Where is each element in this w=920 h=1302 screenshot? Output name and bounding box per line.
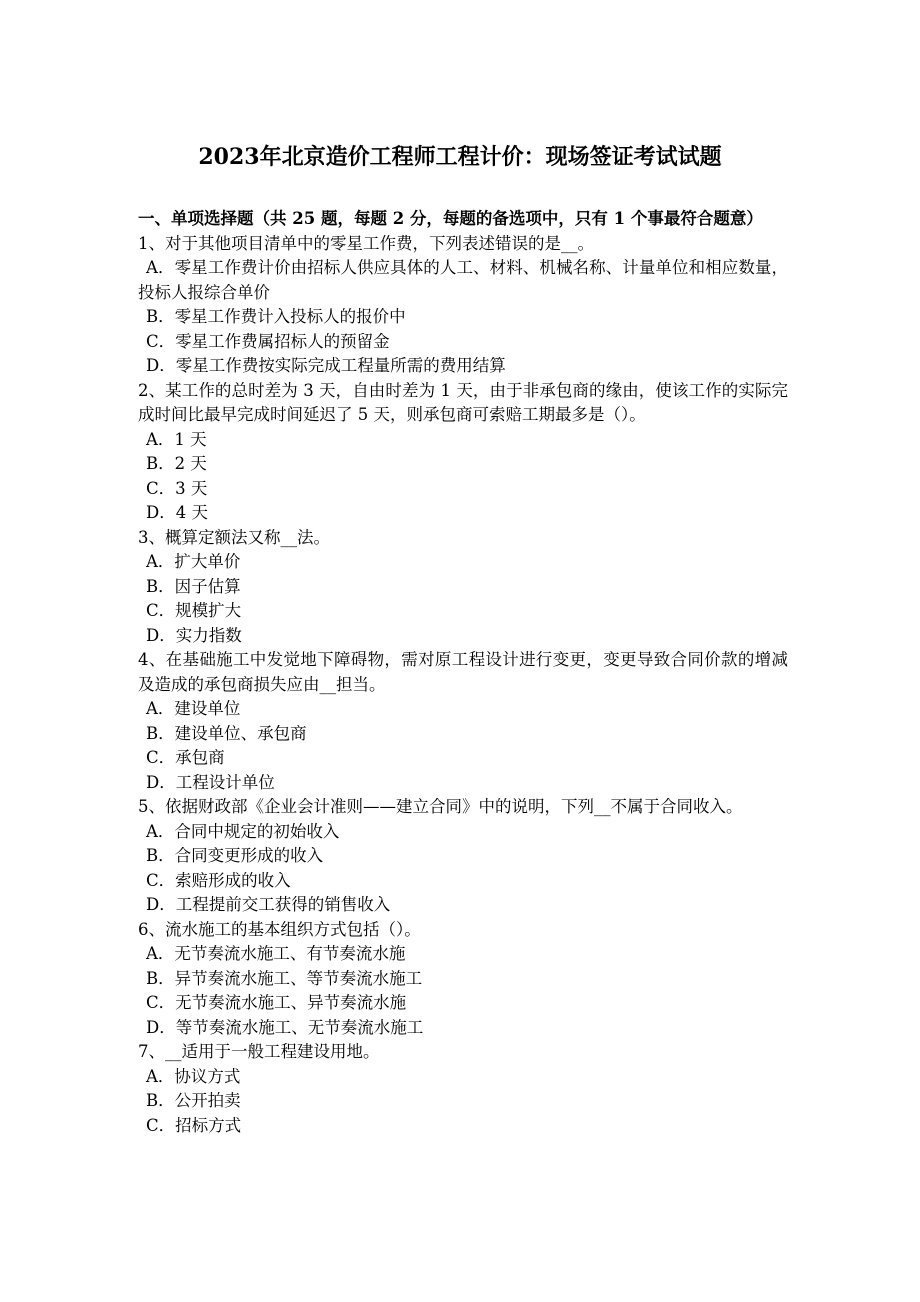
question-4 bbox=[138, 648, 788, 795]
option-a: A．建设单位 bbox=[146, 699, 241, 718]
option-a: A．合同中规定的初始收入 bbox=[146, 821, 340, 841]
option-c: C．规模扩大 bbox=[146, 601, 242, 620]
option-b: B．2 天 bbox=[146, 454, 207, 473]
question-stem: 7、__适用于一般工程建设用地。 bbox=[138, 1042, 380, 1061]
question-stem: 6、流水施工的基本组织方式包括（）。 bbox=[138, 919, 421, 939]
option-c: C．承包商 bbox=[146, 748, 225, 767]
option-d: D．等节奏流水施工、无节奏流水施工 bbox=[146, 1017, 424, 1037]
option-d: D．4 天 bbox=[146, 503, 208, 522]
option-b: B．公开拍卖 bbox=[146, 1091, 241, 1110]
question-3 bbox=[138, 526, 788, 649]
page-title: 2023年北京造价工程师工程计价：现场签证考试试题 bbox=[198, 144, 722, 170]
option-a: A．1 天 bbox=[146, 429, 207, 449]
question-1 bbox=[138, 232, 788, 379]
question-2 bbox=[138, 379, 788, 526]
option-a: A．协议方式 bbox=[146, 1066, 241, 1086]
section-heading: 一、单项选择题（共 25 题，每题 2 分，每题的备选项中，只有 1 个事最符合题意） bbox=[138, 209, 763, 228]
option-c: C．零星工作费属招标人的预留金 bbox=[146, 331, 390, 351]
question-6 bbox=[138, 918, 788, 1041]
option-d: D．工程提前交工获得的销售收入 bbox=[146, 895, 391, 914]
option-d: D．零星工作费按实际完成工程量所需的费用结算 bbox=[146, 356, 506, 375]
option-d: D．工程设计单位 bbox=[146, 772, 275, 792]
option-c: C．招标方式 bbox=[146, 1115, 242, 1135]
question-stem: 2、某工作的总时差为 3 天，自由时差为 1 天，由于非承包商的缘由，使该工作的实际完成时间比最早完成时间延迟了 5 天，则承包商可索赔工期最多是（）。 bbox=[138, 380, 788, 424]
question-stem: 5、依据财政部《企业会计准则——建立合同》中的说明，下列__不属于合同收入。 bbox=[138, 797, 743, 816]
option-c: C．3 天 bbox=[146, 478, 208, 498]
option-c: C．无节奏流水施工、异节奏流水施 bbox=[146, 993, 407, 1012]
option-c: C．索赔形成的收入 bbox=[146, 870, 291, 890]
question-stem: 1、对于其他项目清单中的零星工作费，下列表述错误的是__。 bbox=[138, 233, 594, 253]
option-a: A．无节奏流水施工、有节奏流水施 bbox=[146, 944, 406, 963]
option-b: B．零星工作费计入投标人的报价中 bbox=[146, 307, 406, 326]
option-a: A．扩大单价 bbox=[146, 552, 241, 571]
question-stem: 3、概算定额法又称__法。 bbox=[138, 527, 330, 547]
question-5 bbox=[138, 795, 788, 918]
option-b: B．因子估算 bbox=[146, 576, 241, 596]
option-d: D．实力指数 bbox=[146, 625, 242, 645]
option-a: A．零星工作费计价由招标人供应具体的人工、材料、机械名称、计量单位和相应数量，投标人报综合单价 bbox=[138, 258, 788, 302]
option-b: B．建设单位、承包商 bbox=[146, 723, 307, 743]
question-stem: 4、在基础施工中发觉地下障碍物，需对原工程设计进行变更，变更导致合同价款的增减及造成的承包商损失应由__担当。 bbox=[138, 650, 788, 694]
exam-content bbox=[138, 207, 788, 1138]
option-b: B．异节奏流水施工、等节奏流水施工 bbox=[146, 968, 423, 988]
question-7 bbox=[138, 1040, 788, 1138]
option-b: B．合同变更形成的收入 bbox=[146, 846, 324, 865]
